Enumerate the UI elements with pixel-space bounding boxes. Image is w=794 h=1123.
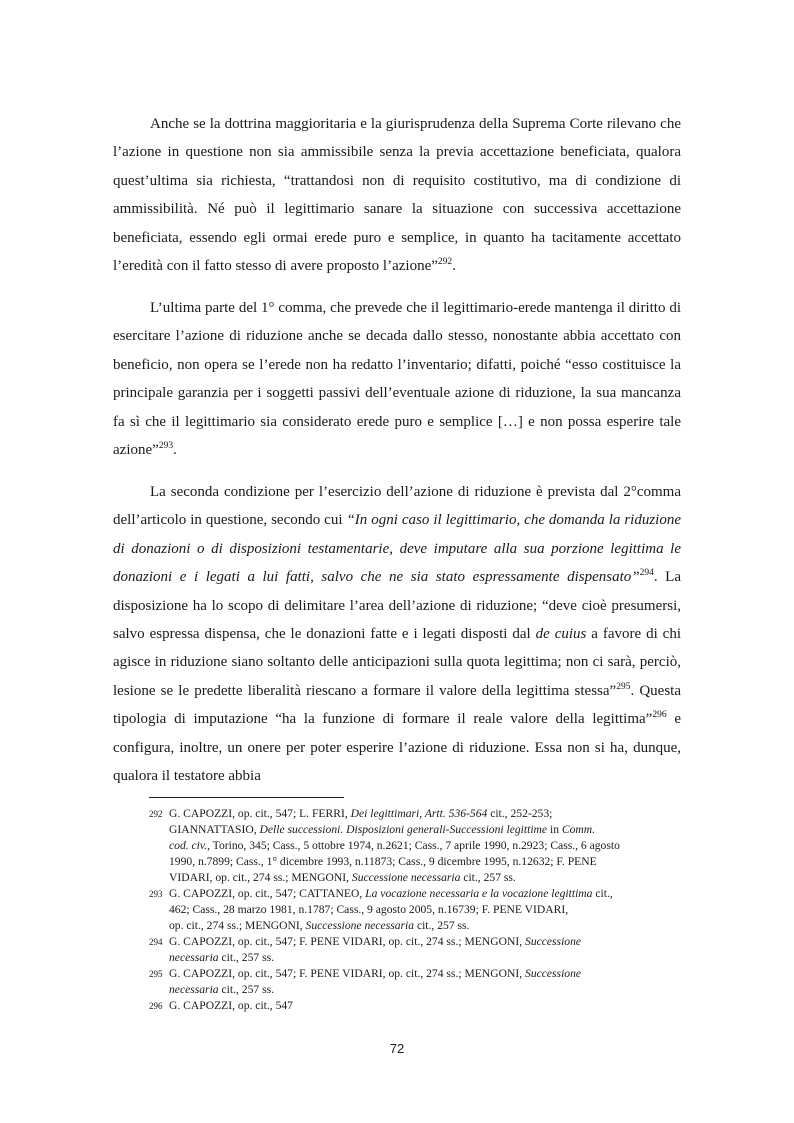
text-segment: GIANNATTASIO, [169, 823, 260, 836]
italic-text: Successione [525, 967, 582, 980]
footnote-line [169, 838, 681, 854]
text-segment: . [173, 441, 177, 458]
text-segment: . Questa tipologia di imputazione “ha la funzione di formare il reale valore della legittima” [113, 682, 682, 728]
text-segment: cit., [592, 887, 613, 900]
footnote-reference: 293 [158, 440, 174, 451]
italic-text: cod. civ. [169, 839, 208, 852]
text-segment: op. cit., 274 ss.; MENGONI, [169, 919, 306, 932]
italic-text: necessaria [169, 951, 219, 964]
text-segment: G. CAPOZZI, op. cit., 547 [169, 999, 293, 1012]
text-segment: G. CAPOZZI, op. cit., 547; L. FERRI, [169, 807, 351, 820]
text-segment: , Torino, 345; Cass., 5 ottobre 1974, n.2621; Cass., 7 aprile 1990, n.2923; Cass., 6 agosto [207, 839, 620, 852]
footnote-line [169, 918, 681, 934]
footnote-line [169, 806, 681, 822]
footnote-number: 294 [149, 937, 163, 947]
footnote-reference: 294 [639, 568, 654, 579]
paragraph [113, 294, 681, 464]
footnote-reference: 295 [616, 681, 631, 692]
footnote-line [169, 854, 681, 870]
footnote [149, 934, 681, 966]
footnote-number: 293 [149, 889, 163, 899]
paragraph [113, 478, 681, 790]
italic-text: Comm. [561, 823, 596, 836]
text-segment: L’ultima parte del 1° comma, che prevede che il legittimario-erede mantenga il diritto di esercitare l’azione di riduzione anche se decada dallo stesso, nonostante abbia accettato con beneficio, non opera se l’erede non ha redatto l’inventario; difatti, poiché “esso costituisce la principale garanzia per i soggetti passivi dell’eventuale azione di riduzione, la sua mancanza fa sì che il legittimario sia considerato erede puro e semplice […] e non possa esperire tale azione” [113, 299, 681, 458]
text-segment: . [452, 258, 456, 275]
italic-text: Successione [525, 935, 582, 948]
footnote-reference: 296 [652, 710, 667, 721]
footnote-line [169, 934, 681, 950]
body-text [113, 110, 681, 804]
footnote [149, 966, 681, 998]
text-segment: Anche se la dottrina maggioritaria e la giurisprudenza della Suprema Corte rilevano che l’azione in questione non sia ammissibile senza la previa accettazione beneficiata, qualora quest’ultima sia richiesta, “trattandosi non di requisito costitutivo, ma di condizione di ammissibilità. Né può il legittimario sanare la situazione con successiva accettazione beneficiata, essendo egli ormai erede puro e semplice, in quanto ha tacitamente accettato l’eredità con il fatto stesso di avere proposto l’azione” [113, 116, 681, 275]
footnote-line [169, 822, 681, 838]
text-segment: cit., 257 ss. [460, 871, 516, 884]
text-segment: 462; Cass., 28 marzo 1981, n.1787; Cass., 9 agosto 2005, n.16739; F. PENE VIDARI, [169, 903, 569, 916]
italic-text: de cuius [535, 625, 587, 642]
footnotes [149, 806, 681, 1014]
footnote-line [169, 982, 681, 998]
text-segment: 1990, n.7899; Cass., 1° dicembre 1993, n.11873; Cass., 9 dicembre 1995, n.12632; F. PENE [169, 855, 597, 868]
footnote-number: 296 [149, 1001, 163, 1011]
footnote [149, 806, 681, 886]
text-segment: G. CAPOZZI, op. cit., 547; F. PENE VIDARI, op. cit., 274 ss.; MENGONI, [169, 935, 526, 948]
text-segment: in [547, 823, 562, 836]
footnote-reference: 292 [437, 257, 453, 268]
italic-text: Successione necessaria [305, 919, 415, 932]
footnote-line [169, 950, 681, 966]
italic-text: Dei legittimari, Artt. 536-564 [350, 807, 488, 820]
footnote [149, 998, 681, 1014]
text-segment: G. CAPOZZI, op. cit., 547; F. PENE VIDARI, op. cit., 274 ss.; MENGONI, [169, 967, 526, 980]
footnote-number: 295 [149, 969, 163, 979]
text-segment: cit., 252-253; [487, 807, 553, 820]
italic-text: necessaria [169, 983, 219, 996]
italic-text: “In ogni caso il legittimario, che domanda la riduzione di donazioni o di disposizioni testamentarie, deve imputare alla sua porzione legittima le donazioni e i legati a lui fatti, salvo che ne sia stato espressamente dispensato” [113, 512, 682, 586]
footnote-line [169, 902, 681, 918]
footnote [149, 886, 681, 934]
italic-text: La vocazione necessaria e la vocazione legittima [365, 887, 593, 900]
text-segment: . La disposizione ha lo scopo di delimitare l’area dell’azione di riduzione; “deve cioè presumersi, salvo espressa dispensa, che le donazioni fatte e i legati disposti dal [113, 569, 681, 642]
text-segment: cit., 257 ss. [218, 951, 274, 964]
footnote-line [169, 886, 681, 902]
text-segment: e configura, inoltre, un onere per poter esperire l’azione di riduzione. Essa non si ha, dunque, qualora il testatore abbia [113, 711, 681, 784]
text-segment: a favore di chi agisce in riduzione siano soltanto delle anticipazioni sulla quota legittima; non ci sarà, perciò, lesione se le predette liberalità riescano a formare il valore della legittima stessa” [113, 625, 681, 699]
italic-text: Delle successioni. Disposizioni generali-Successioni legittime [259, 823, 548, 836]
text-segment: La seconda condizione per l’esercizio dell’azione di riduzione è prevista dal 2°comma dell’articolo in questione, secondo cui [113, 483, 681, 529]
italic-text: Successione necessaria [351, 871, 461, 884]
page-number: 72 [389, 1041, 405, 1056]
footnote-line [169, 870, 681, 886]
paragraph [113, 110, 681, 280]
footnote-line [169, 998, 681, 1014]
footnote-line [169, 966, 681, 982]
text-segment: VIDARI, op. cit., 274 ss.; MENGONI, [169, 871, 352, 884]
text-segment: cit., 257 ss. [414, 919, 470, 932]
footnote-number: 292 [149, 809, 163, 819]
footnote-separator [149, 797, 344, 798]
text-segment: cit., 257 ss. [218, 983, 274, 996]
text-segment: G. CAPOZZI, op. cit., 547; CATTANEO, [169, 887, 366, 900]
